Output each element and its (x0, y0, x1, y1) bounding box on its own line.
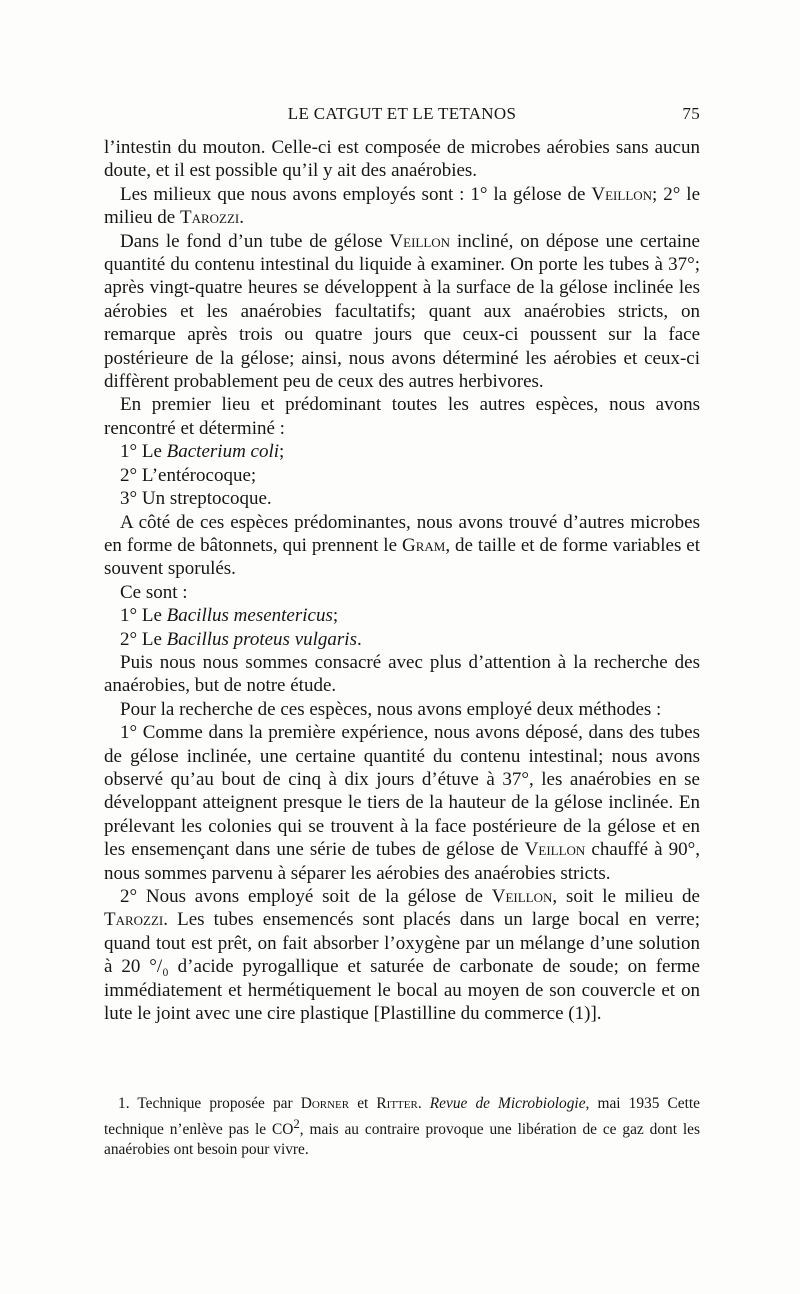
list-item (104, 464, 700, 487)
running-head-title: LE CATGUT ET LE TETANOS (287, 104, 517, 123)
text-run: ; 2° le milieu de (104, 183, 701, 229)
running-head (104, 104, 700, 128)
text-run: 1° Le (120, 441, 167, 463)
text-run: , mais au contraire provoque une libération de ce gaz dont les anaérobies ont besoin pour vivre. (104, 1121, 700, 1159)
paragraph-text: En premier lieu et prédominant toutes les autres espèces, nous avons rencontré et déterminé : (104, 394, 700, 439)
paragraph-text: 2° L’entérocoque; (120, 464, 257, 486)
text-run: 1. Technique proposée par (118, 1095, 301, 1112)
author-name: Tarozzi (179, 207, 240, 229)
author-name: Veillon (389, 230, 451, 252)
paragraph (104, 651, 700, 698)
paragraph-text: Puis nous nous sommes consacré avec plus d’attention à la recherche des anaérobies, but de notre étude. (104, 651, 700, 697)
text-run: chauffé à 90°, nous sommes parvenu à séparer les aérobies des anaérobies stricts. (104, 839, 700, 884)
author-name: Veillon (524, 839, 586, 861)
text-run: et (349, 1095, 377, 1112)
paragraph-text: l’intestin du mouton. Celle-ci est composée de microbes aérobies sans aucun doute, et il est possible qu’il y ait des anaérobies. (104, 137, 700, 182)
text-run: Dans le fond d’un tube de gélose (120, 230, 390, 252)
superscript: 2 (293, 1117, 300, 1131)
text-run: . (417, 1095, 430, 1112)
text-run: . Les tubes ensemencés sont placés dans un large bocal en verre; quand tout est prêt, on fait absorber l’oxygène par un mélange d’une solution à 20 °/₀ d’acide pyrogallique et saturée de carbonate de soude; on ferme immédiatement et hermétiquement le bocal au moyen de son couvercle et on lute le joint avec une cire plastique [Plastilline du commerce ( (104, 909, 700, 1025)
list-item (104, 604, 700, 627)
list-item (104, 628, 700, 651)
paragraph (104, 511, 700, 581)
paragraph (104, 230, 700, 394)
text-run: ; (279, 441, 285, 463)
text-run: ; (332, 605, 339, 627)
author-name: Dorner (300, 1095, 350, 1112)
paragraph (104, 136, 700, 183)
author-name: Gram (401, 534, 446, 556)
footnote-text (104, 1094, 700, 1160)
page-number: 75 (682, 104, 700, 123)
text-run: )]. (584, 1003, 602, 1025)
text-run: . (239, 207, 244, 229)
text-run: 1° Comme dans la première expérience, nous avons déposé, dans des tubes de gélose inclinée, une certaine quantité du contenu intestinal; nous avons observé qu’au bout de cinq à dix jours d’étuve à 37°, les anaérobies en se développant atteignent presque le tiers de la hauteur de la gélose inclinée. En prélevant les colonies qui se trouvent à la face postérieure de la gélose et en les ensemençant dans une série de tubes de gélose de (104, 722, 700, 861)
text-run: . (356, 628, 362, 650)
list-item (104, 440, 700, 463)
paragraph (104, 393, 700, 440)
paragraph-text: Ce sont : (120, 581, 188, 603)
body-text (104, 136, 700, 1025)
author-name: Veillon (591, 183, 653, 205)
species-name: Bacillus mesentericus (166, 605, 333, 627)
footnote (104, 1094, 700, 1160)
text-run: incliné, on dépose une certaine quantité du contenu intestinal du liquide à examiner. On porte les tubes à 37°; après vingt-quatre heures se développent à la surface de la gélose inclinée les aérobies et les anaérobies facultatifs; quant aux anaérobies stricts, on remarque après trois ou quatre jours que ceux-ci poussent sur la face postérieure de la gélose; ainsi, nous avons déterminé les aérobies et ceux-ci diffèrent probablement peu de ceux des autres herbivores. (104, 230, 700, 393)
paragraph (104, 183, 700, 230)
text-run: A côté de ces espèces prédominantes, nous avons trouvé d’autres microbes en forme de bâtonnets, qui prennent le (104, 511, 700, 556)
author-name: Veillon (491, 886, 553, 907)
journal-title: Revue de Microbiologie (429, 1095, 586, 1112)
footnote-marker[interactable]: 1 (574, 1003, 585, 1025)
text-run: 2° Le (120, 628, 167, 650)
paragraph (104, 581, 700, 604)
text-run: Les milieux que nous avons employés sont : 1° la gélose de (120, 183, 592, 205)
paragraph (104, 721, 700, 885)
species-name: Bacillus proteus vulgaris (166, 628, 357, 650)
paragraph-text: Pour la recherche de ces espèces, nous avons employé deux méthodes : (120, 698, 662, 720)
paragraph (104, 885, 700, 1025)
text-run: 1° Le (120, 605, 167, 627)
species-name: Bacterium coli (166, 441, 280, 463)
text-run: , mai 1935 Cette technique n’enlève pas le CO (104, 1095, 700, 1139)
paragraph (104, 698, 700, 721)
list-item (104, 487, 700, 510)
text-run: , de taille et de forme variables et souvent sporulés. (104, 534, 701, 580)
text-run: , soit le milieu de (552, 886, 700, 907)
text-run: 2° Nous avons employé soit de la gélose de (120, 886, 492, 907)
author-name: Ritter (376, 1095, 418, 1112)
paragraph-text: 3° Un streptocoque. (120, 488, 272, 510)
author-name: Tarozzi (104, 909, 164, 931)
